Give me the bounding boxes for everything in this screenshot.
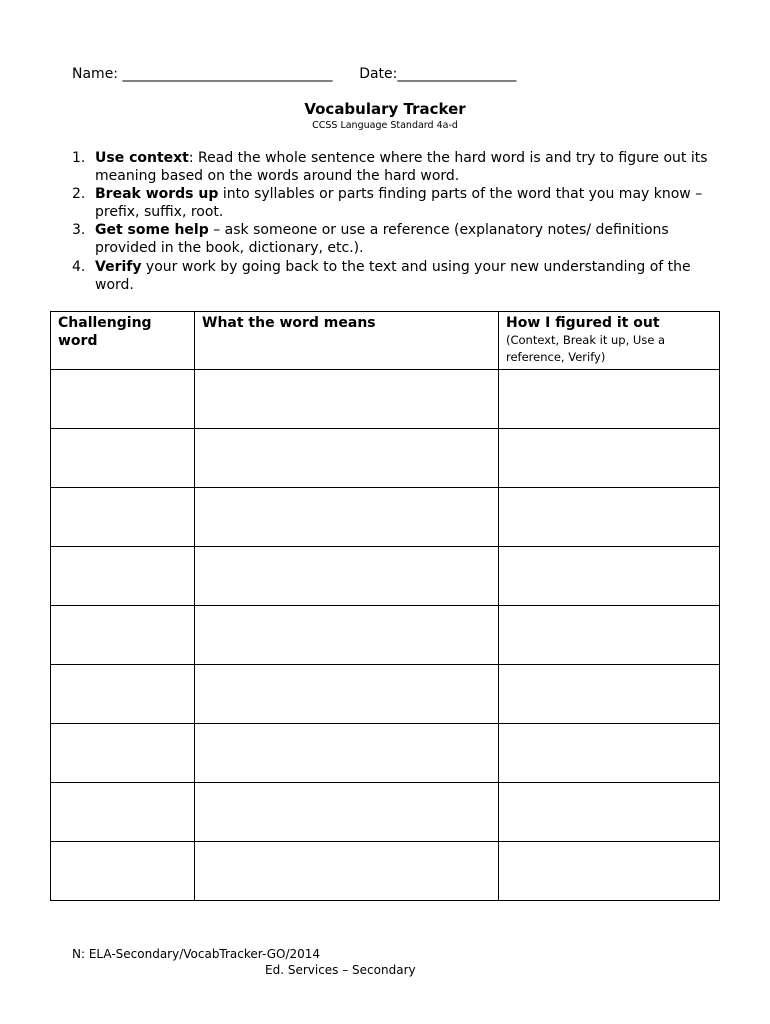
name-date-line [72,66,516,82]
method-cell[interactable] [499,370,720,429]
word-cell[interactable] [51,842,195,901]
step-keyword: Get some help [95,222,209,239]
header-how-figured-out-options: (Context, Break it up, Use a reference, Verify) [506,333,666,364]
meaning-cell[interactable] [195,547,499,606]
meaning-cell[interactable] [195,724,499,783]
step-item [72,221,712,257]
footer-doc-id: N: ELA-Secondary/VocabTracker-GO/2014 [72,947,321,961]
meaning-cell[interactable] [195,842,499,901]
table-header-row [51,312,720,370]
header-word-meaning: What the word means [195,312,499,370]
table-row [51,665,720,724]
step-text: : Read the whole sentence where the hard word is and try to figure out its meaning based on the words around the hard word. [95,150,708,185]
meaning-cell[interactable] [195,606,499,665]
table-row [51,783,720,842]
step-keyword: Verify [95,258,142,275]
table-row [51,370,720,429]
method-cell[interactable] [499,783,720,842]
header-how-figured-out [499,312,720,370]
word-cell[interactable] [51,547,195,606]
word-cell[interactable] [51,429,195,488]
step-number: 4. [72,258,86,275]
meaning-cell[interactable] [195,429,499,488]
table-row [51,547,720,606]
meaning-cell[interactable] [195,665,499,724]
method-cell[interactable] [499,606,720,665]
vocabulary-table [50,311,720,901]
step-keyword: Break words up [95,186,219,203]
footer-department: Ed. Services – Secondary [265,963,416,977]
step-number: 2. [72,186,86,203]
page-subtitle: CCSS Language Standard 4a-d [312,120,458,131]
header-challenging-word: Challenging word [51,312,195,370]
date-label: Date: [359,66,398,82]
step-item [72,258,712,294]
date-blank[interactable]: _________________ [397,66,517,82]
method-cell[interactable] [499,724,720,783]
word-cell[interactable] [51,488,195,547]
meaning-cell[interactable] [195,370,499,429]
table-row [51,842,720,901]
header-how-figured-out-label: How I figured it out [506,315,660,331]
step-text: your work by going back to the text and using your new understanding of the word. [95,258,691,293]
word-cell[interactable] [51,606,195,665]
method-cell[interactable] [499,842,720,901]
word-cell[interactable] [51,783,195,842]
step-text: into syllables or parts finding parts of the word that you may know – prefix, suffix, root. [95,186,703,221]
method-cell[interactable] [499,665,720,724]
method-cell[interactable] [499,547,720,606]
meaning-cell[interactable] [195,488,499,547]
step-item [72,149,712,185]
page-title: Vocabulary Tracker [304,100,466,118]
method-cell[interactable] [499,429,720,488]
step-number: 1. [72,150,86,166]
name-blank[interactable]: ______________________________ [118,66,333,82]
step-item [72,185,712,221]
word-cell[interactable] [51,724,195,783]
meaning-cell[interactable] [195,783,499,842]
table-row [51,606,720,665]
step-number: 3. [72,222,86,239]
word-cell[interactable] [51,665,195,724]
table-row [51,429,720,488]
step-text: – ask someone or use a reference (explanatory notes/ definitions provided in the book, dictionary, etc.). [95,222,669,257]
step-keyword: Use context [95,150,189,166]
strategy-steps-list [72,149,712,294]
name-label: Name: [72,66,119,82]
word-cell[interactable] [51,370,195,429]
table-row [51,724,720,783]
table-row [51,488,720,547]
method-cell[interactable] [499,488,720,547]
